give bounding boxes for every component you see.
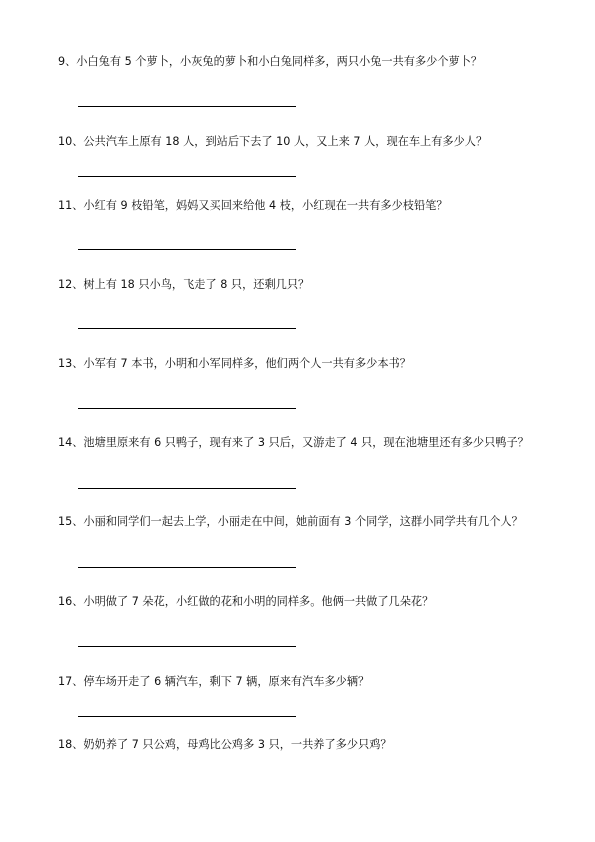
question-13: 13、小军有 7 本书，小明和小军同样多，他们两个人一共有多少本书？ bbox=[58, 357, 411, 370]
answer-line-16[interactable] bbox=[78, 646, 296, 647]
question-18: 18、奶奶养了 7 只公鸡，母鸡比公鸡多 3 只，一共养了多少只鸡？ bbox=[58, 738, 392, 751]
question-12: 12、树上有 18 只小鸟，飞走了 8 只，还剩几只？ bbox=[58, 278, 310, 291]
answer-line-13[interactable] bbox=[78, 408, 296, 409]
question-14: 14、池塘里原来有 6 只鸭子，现有来了 3 只后，又游走了 4 只，现在池塘里还有多少只鸭子？ bbox=[58, 436, 529, 449]
answer-line-10[interactable] bbox=[78, 176, 296, 177]
question-16: 16、小明做了 7 朵花，小红做的花和小明的同样多。他俩一共做了几朵花？ bbox=[58, 595, 434, 608]
question-10: 10、公共汽车上原有 18 人，到站后下去了 10 人，又上来 7 人，现在车上有多少人？ bbox=[58, 135, 488, 148]
question-17: 17、停车场开走了 6 辆汽车，剩下 7 辆，原来有汽车多少辆？ bbox=[58, 675, 370, 688]
question-9: 9、小白兔有 5 个萝卜，小灰兔的萝卜和小白兔同样多，两只小兔一共有多少个萝卜？ bbox=[58, 55, 483, 68]
answer-line-11[interactable] bbox=[78, 249, 296, 250]
answer-line-17[interactable] bbox=[78, 716, 296, 717]
question-11: 11、小红有 9 枝铅笔，妈妈又买回来给他 4 枝，小红现在一共有多少枝铅笔？ bbox=[58, 199, 448, 212]
answer-line-12[interactable] bbox=[78, 328, 296, 329]
answer-line-15[interactable] bbox=[78, 567, 296, 568]
question-15: 15、小丽和同学们一起去上学，小丽走在中间，她前面有 3 个同学，这群小同学共有几个人？ bbox=[58, 515, 523, 528]
answer-line-14[interactable] bbox=[78, 488, 296, 489]
answer-line-9[interactable] bbox=[78, 106, 296, 107]
